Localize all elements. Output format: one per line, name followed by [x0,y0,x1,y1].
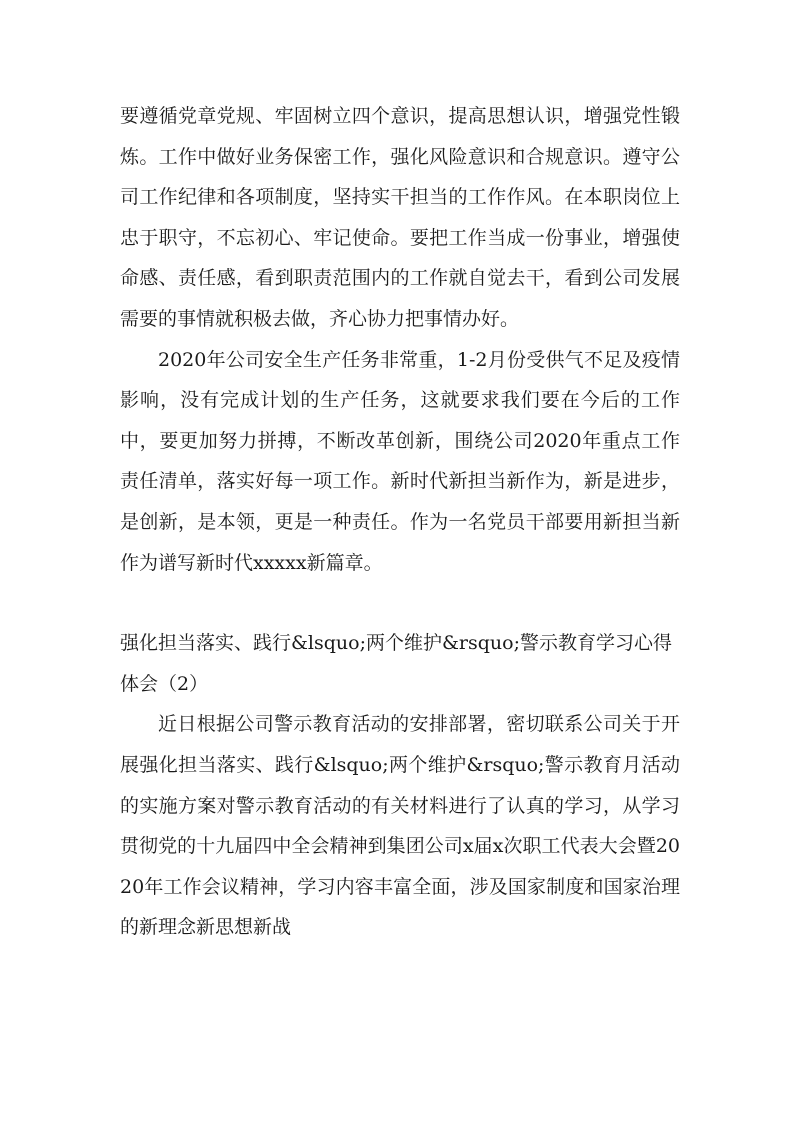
paragraph-1: 要遵循党章党规、牢固树立四个意识，提高思想认识，增强党性锻炼。工作中做好业务保密工作，强化风险意识和合规意识。遵守公司工作纪律和各项制度，坚持实干担当的工作作风。在本职岗位上忠于职守，不忘初心、牢记使命。要把工作当成一份事业，增强使命感、责任感，看到职责范围内的工作就自觉去干，看到公司发展需要的事情就积极去做，齐心协力把事情办好。 [120,105,680,330]
section-paragraph: 近日根据公司警示教育活动的安排部署，密切联系公司关于开展强化担当落实、践行&lsquo;两个维护&rsquo;警示教育月活动的实施方案对警示教育活动的有关材料进行了认真的学习，从学习贯彻党的十九届四中全会精神到集团公司x届x次职工代表大会暨2020年工作会议精神，学习内容丰富全面，涉及国家制度和国家治理的新理念新思想新战 [120,713,680,939]
document-body [120,96,680,948]
section-spacer [120,583,680,623]
section-title: 强化担当落实、践行&lsquo;两个维护&rsquo;警示教育学习心得体会（2） [120,632,672,695]
paragraph-2: 2020年公司安全生产任务非常重，1-2月份受供气不足及疫情影响，没有完成计划的生产任务，这就要求我们要在今后的工作中，要更加努力拼搏，不断改革创新，围绕公司2020年重点工作责任清单，落实好每一项工作。新时代新担当新作为，新是进步，是创新，是本领，更是一种责任。作为一名党员干部要用新担当新作为谱写新时代xxxxx新篇章。 [120,348,680,574]
